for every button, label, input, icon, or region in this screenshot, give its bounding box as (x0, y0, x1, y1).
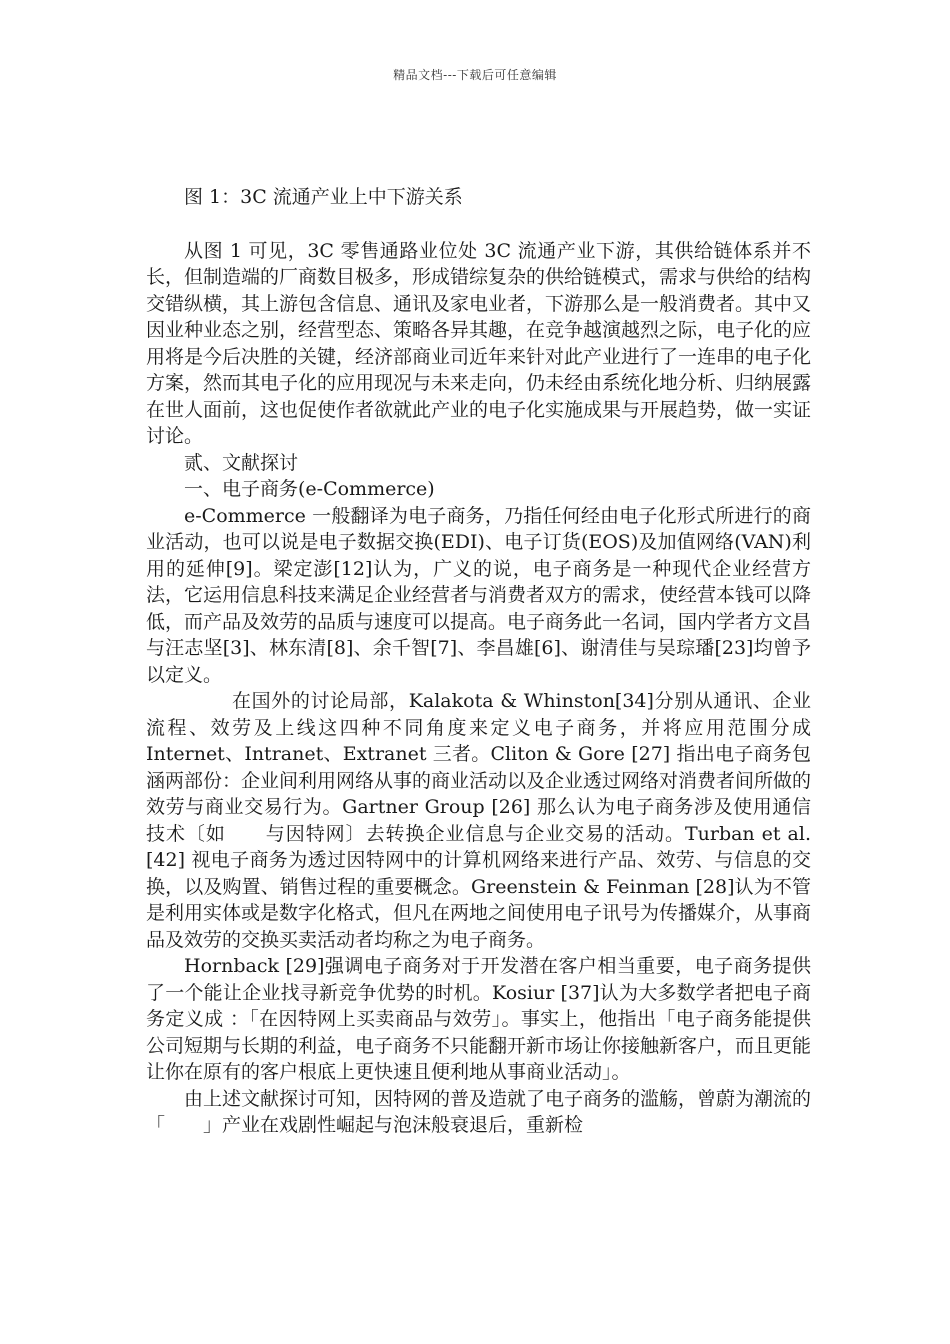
page-header: 精品文档---下载后可任意编辑 (393, 68, 557, 82)
document-body (146, 184, 811, 1139)
paragraph: 从图 1 可见，3C 零售通路业位处 3C 流通产业下游，其供给链体系并不长，但制造端的厂商数目极多，形成错综复杂的供给链模式，需求与供给的结构交错纵横，其上游包含信息、通讯及家电业者，下游那么是一般消费者。其中又因业种业态之别，经营型态、策略各异其趣，在竞争越演越烈之际，电子化的应用将是今后决胜的关键，经济部商业司近年来针对此产业进行了一连串的电子化方案，然而其电子化的应用现况与未来走向，仍未经由系统化地分析、归纳展露在世人面前，这也促使作者欲就此产业的电子化实施成果与开展趋势，做一实证讨论。 (146, 239, 812, 447)
figure-caption: 图 1：3C 流通产业上中下游关系 (184, 186, 463, 208)
paragraph: Hornback [29]强调电子商务对于开发潜在客户相当重要，电子商务提供了一个能让企业找寻新竞争优势的时机。Kosiur [37]认为大多数学者把电子商务定义成 ：「在因特网上买卖商品与效劳」。事实上，他指出「电子商务能提供公司短期与长期的利益，电子商务不只能翻开新市场让你接触新客户，而且更能让你在原有的客户根底上更快速且便利地从事商业活动」。 (146, 955, 812, 1083)
paragraph: e-Commerce 一般翻译为电子商务，乃指任何经由电子化形式所进行的商业活动，也可以说是电子数据交换(EDI)、电子订货(EOS)及加值网络(VAN)利用的延伸[9]。梁定澎[12]认为，广义的说，电子商务是一种现代企业经营方法，它运用信息科技来满足企业经营者与消费者双方的需求，使经营本钱可以降低，而产品及效劳的品质与速度可以提高。电子商务此一名词，国内学者方文昌与汪志坚[3]、林东清[8]、余千智[7]、李昌雄[6]、谢清佳与吴琮璠[23]均曾予以定义。 (146, 504, 812, 686)
section-heading: 贰、文献探讨 (184, 451, 299, 474)
subsection-heading: 一、电子商务(e-Commerce) (184, 478, 435, 500)
paragraph: 在国外的讨论局部，Kalakota & Whinston[34]分别从通讯、企业流程、效劳及上线这四种不同角度来定义电子商务，并将应用范围分成 Internet、Intranet、Extranet 三者。Cliton & Gore [27] 指出电子商务包涵两部份：企业间利用网络从事的商业活动以及企业透过网络对消费者间所做的效劳与商业交易行为。Gartner Group [26] 那么认为电子商务涉及使用通信技术〔如 与因特网〕去转换企业信息与企业交易的活动。Turban et al. [42] 视电子商务为透过因特网中的计算机网络来进行产品、效劳、与信息的交换，以及购置、销售过程的重要概念。Greenstein & Feinman [28]认为不管是利用实体或是数字化格式，但凡在两地之间使用电子讯号为传播媒介，从事商品及效劳的交换买卖活动者均称之为电子商务。 (146, 690, 812, 951)
paragraph: 由上述文献探讨可知，因特网的普及造就了电子商务的滥觞，曾蔚为潮流的「 」产业在戏剧性崛起与泡沫般衰退后，重新检 (146, 1087, 812, 1136)
